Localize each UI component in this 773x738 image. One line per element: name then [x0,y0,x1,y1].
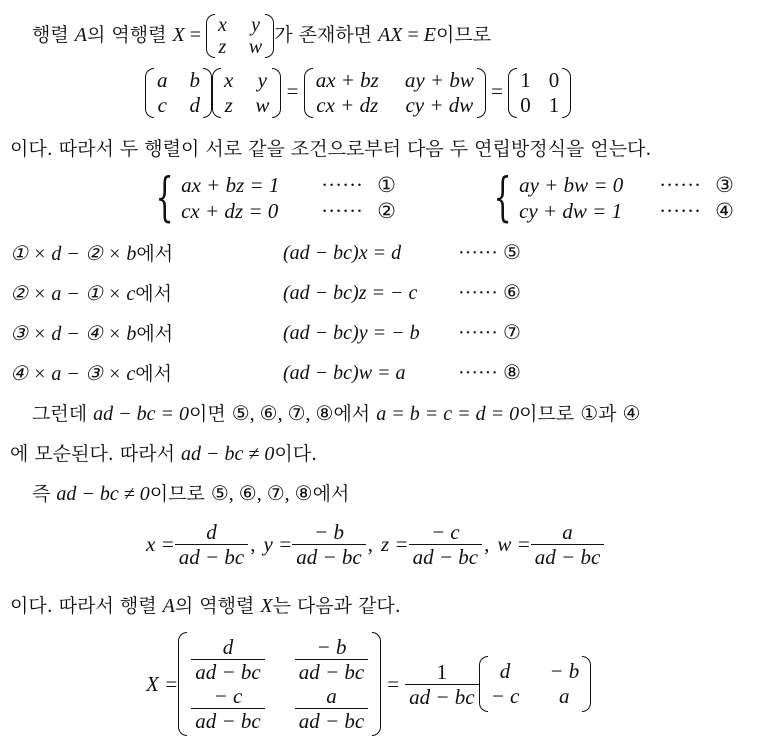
coefficient-fraction: $\frac{1}{ad - bc}$ [405,660,479,709]
system-2: { ay + bw = 0 ······ ③ cy + dw = 1 ······ ④ [493,168,734,228]
line-inverse-intro: 행렬 A의 역행렬 X = x y z w 가 존재하면 AX = E이므로 [32,13,492,58]
op-dots: ······ ⑦ [458,322,521,344]
matrix-product-equation: a b c d x y z w = ax + bz ay + bw cx + dz cy + dw = 1 0 0 1 [145,68,571,118]
op-row: ④ × a − ③ × c에서 [10,363,172,385]
brace-left: { [155,168,174,228]
op-eq: (ad − bc)z = − c [283,282,418,304]
op-row: ① × d − ② × b에서 [10,243,174,265]
system-1: { ax + bz = 1 ······ ① cx + dz = 0 ······ ② [155,168,396,228]
solution-line: x = $\frac{d}{ad - bc}$ , y = $\frac{- b}{ad - bc}$ , z = $\frac{- c}{ad - bc}$ , w = $\frac{a}{ad - bc}$ [146,520,604,569]
line-contradiction: 그런데 ad − bc = 0이면 ⑤, ⑥, ⑦, ⑧에서 a = b = c = d = 0이므로 ①과 ④ [32,403,641,425]
brace-left: { [493,168,512,228]
op-row: ③ × d − ④ × b에서 [10,323,174,345]
line-inverse-result-intro: 이다. 따라서 행렬 A의 역행렬 X는 다음과 같다. [10,595,401,617]
line-conclusion-nonzero: 에 모순된다. 따라서 ad − bc ≠ 0이다. [10,443,318,465]
fraction: $\frac{a}{ad - bc}$ [531,520,605,569]
op-dots: ······ ⑤ [458,242,521,264]
fraction: $\frac{d}{ad - bc}$ [175,520,249,569]
op-eq: (ad − bc)x = d [283,242,402,264]
matrix-x: x y z w [206,14,274,58]
op-row: ② × a − ① × c에서 [10,283,172,305]
line-system-intro: 이다. 따라서 두 행렬이 서로 같을 조건으로부터 다음 두 연립방정식을 얻는다. [10,138,652,160]
fraction: $\frac{- c}{ad - bc}$ [409,520,483,569]
op-eq: (ad − bc)y = − b [283,322,420,344]
matrix-x2: x y z w [212,68,281,118]
fraction: $\frac{- b}{ad - bc}$ [292,520,366,569]
op-eq: (ad − bc)w = a [283,362,406,384]
line-therefore: 즉 ad − bc ≠ 0이므로 ⑤, ⑥, ⑦, ⑧에서 [32,483,350,505]
inverse-matrix: $\frac{d}{ad - bc}$ $\frac{- b}{ad - bc}$ $\frac{- c}{ad - bc}$ $\frac{a}{ad - bc}$ [178,632,381,736]
matrix-product: ax + bz ay + bw cx + dz cy + dw [304,68,486,118]
matrix-identity: 1 0 0 1 [508,68,571,118]
adjugate-matrix: d − b − c a [479,656,592,712]
op-dots: ······ ⑥ [458,282,521,304]
matrix-a: a b c d [145,68,212,118]
op-dots: ······ ⑧ [458,362,521,384]
inverse-matrix-formula: X = $\frac{d}{ad - bc}$ $\frac{- b}{ad - bc}$ $\frac{- c}{ad - bc}$ $\frac{a}{ad - bc}$ = $\frac{1}{ad - bc}$ d − b − c a [146,632,591,736]
